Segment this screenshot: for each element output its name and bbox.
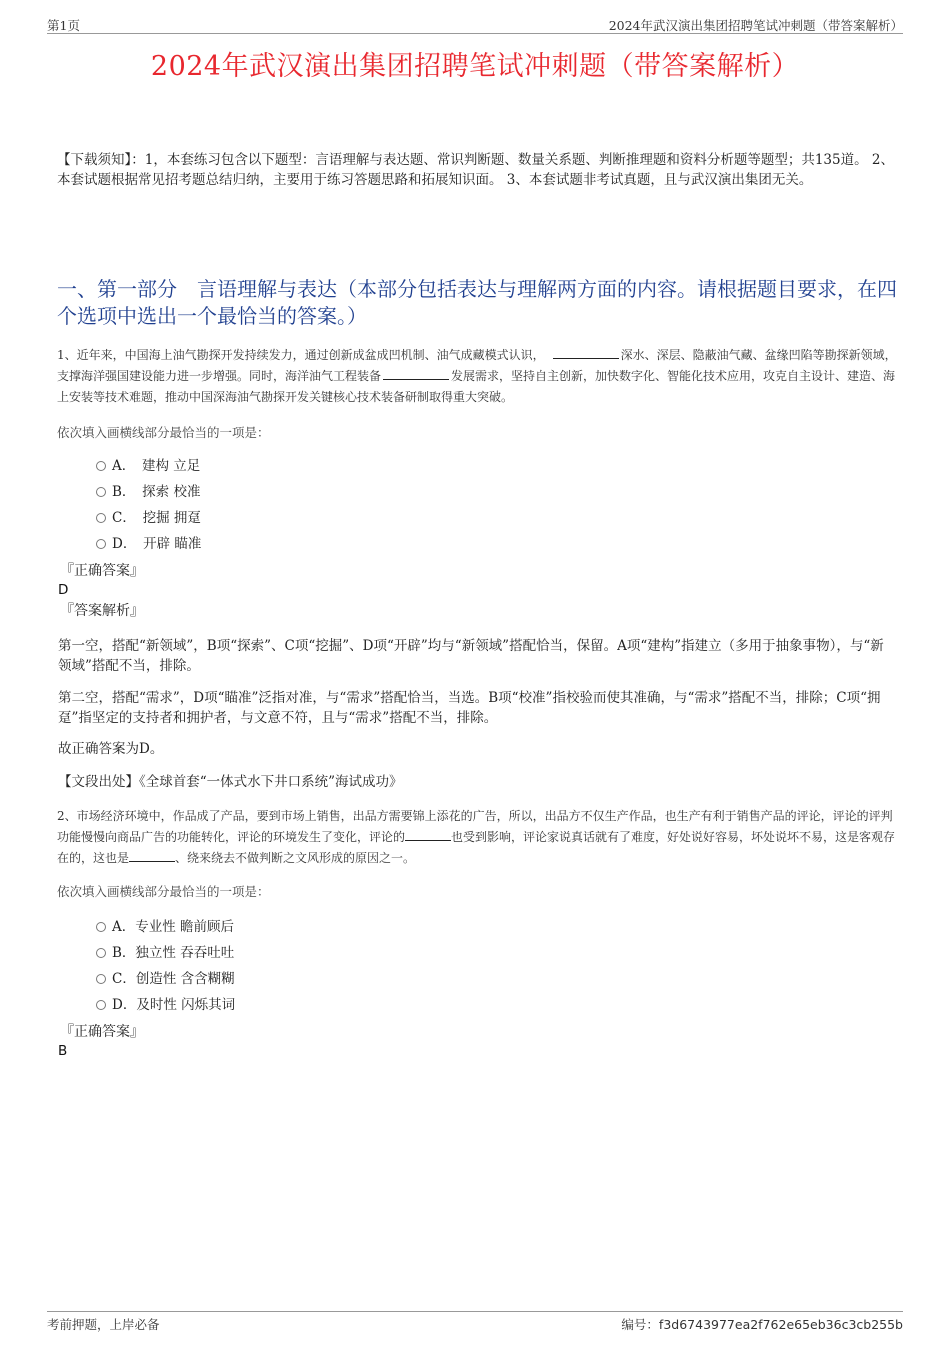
q2-option-b[interactable]	[96, 943, 234, 963]
radio-button[interactable]	[96, 922, 106, 932]
option-label: C．创造性 含含糊糊	[112, 971, 235, 987]
radio-button[interactable]	[96, 1000, 106, 1010]
q1-correct-answer-label: 『正确答案』	[60, 563, 144, 579]
q1-answer: D	[58, 582, 69, 598]
footer-slogan: 考前押题，上岸必备	[47, 1317, 160, 1332]
question-2-part-b: 也受到影响，评论家说真话就有了难度，好处说好容易，坏处说坏不易，这是客观存在的，这也是	[57, 830, 896, 865]
radio-button[interactable]	[96, 539, 106, 549]
option-label: B．独立性 吞吞吐吐	[112, 945, 235, 961]
blank-1	[553, 345, 619, 359]
q2-correct-answer-label: 『正确答案』	[60, 1024, 144, 1040]
blank-1	[405, 827, 451, 841]
question-1-part-b: 深水、深层、隐蔽油气藏、盆缘凹陷等勘探新领域，支撑海洋强国建设能力进一步增强。同时，海洋油气工程装备	[57, 348, 897, 383]
section-heading: 一、第一部分 言语理解与表达（本部分包括表达与理解两方面的内容。请根据题目要求，在四个选项中选出一个最恰当的答案。）	[57, 277, 897, 328]
question-1-part-c: 发展需求，坚持自主创新，加快数字化、智能化技术应用，攻克自主设计、建造、海上安装等技术难题，推动中国深海油气勘探开发关键核心技术装备研制取得重大突破。	[57, 369, 896, 404]
question-2-part-c: 、绕来绕去不做判断之文风形成的原因之一。	[175, 851, 416, 865]
q1-option-d[interactable]	[96, 534, 201, 554]
download-notice: 【下载须知】：1，本套练习包含以下题型：言语理解与表达题、常识判断题、数量关系题、判断推理题和资料分析题等题型；共135道。 2、本套试题根据常见招考题总结归纳，主要用于练习答题思路和拓展知识面。 3、本套试题非考试真题，且与武汉演出集团无关。	[57, 152, 894, 188]
page-header	[47, 14, 903, 34]
option-label: B． 探索 校准	[112, 484, 201, 500]
q1-option-a[interactable]	[96, 456, 200, 476]
q2-option-a[interactable]	[96, 917, 234, 937]
q1-option-c[interactable]	[96, 508, 201, 528]
question-1-part-a: 1、近年来，中国海上油气勘探开发持续发力，通过创新成盆成凹机制、油气成藏模式认识，	[57, 348, 545, 362]
q1-option-b[interactable]	[96, 482, 200, 502]
question-1-text	[57, 345, 897, 408]
radio-button[interactable]	[96, 974, 106, 984]
radio-button[interactable]	[96, 513, 106, 523]
q1-analysis-paragraph-2: 第二空，搭配“需求”，D项“瞄准”泛指对准，与“需求”搭配恰当，当选。B项“校准”指校验而使其准确，与“需求”搭配不当，排除；C项“拥趸”指坚定的支持者和拥护者，与文意不符，且与“需求”搭配不当，排除。	[58, 690, 881, 726]
q1-analysis-paragraph-1: 第一空，搭配“新领域”，B项“探索”、C项“挖掘”、D项“开辟”均与“新领域”搭配恰当，保留。A项“建构”指建立（多用于抽象事物），与“新领域”搭配不当，排除。	[58, 638, 884, 674]
option-label: A． 建构 立足	[112, 458, 201, 474]
radio-button[interactable]	[96, 487, 106, 497]
q2-option-d[interactable]	[96, 995, 235, 1015]
footer-code	[621, 1315, 903, 1333]
q1-conclusion: 故正确答案为D。	[58, 741, 164, 757]
option-label: A．专业性 瞻前顾后	[112, 919, 235, 935]
q1-source: 【文段出处】《全球首套“一体式水下井口系统”海试成功》	[58, 774, 403, 790]
option-label: D．及时性 闪烁其词	[112, 997, 236, 1013]
q2-answer: B	[58, 1043, 68, 1059]
question-2-part-a: 2、市场经济环境中，作品成了产品，要到市场上销售，出品方需要锦上添花的广告，所以，出品方不仅生产作品，也生产有利于销售产品的评论，评论的评判功能慢慢向商品广告的功能转化，评论的环境发生了变化，评论的	[57, 809, 893, 844]
question-2-text	[57, 806, 897, 869]
blank-2	[383, 366, 449, 380]
option-label: D． 开辟 瞄准	[112, 536, 202, 552]
question-1-prompt: 依次填入画横线部分最恰当的一项是：	[57, 425, 270, 440]
page-number: 第1页	[47, 18, 80, 33]
q1-analysis-label: 『答案解析』	[60, 603, 144, 619]
option-label: C． 挖掘 拥趸	[112, 510, 201, 526]
blank-2	[129, 848, 175, 862]
document-title: 2024年武汉演出集团招聘笔试冲刺题（带答案解析）	[150, 51, 800, 82]
page-footer	[47, 1311, 903, 1335]
footer-code-value: f3d6743977ea2f762e65eb36c3cb255b	[658, 1317, 903, 1332]
question-2-prompt: 依次填入画横线部分最恰当的一项是：	[57, 884, 270, 899]
footer-code-label: 编号：	[621, 1317, 659, 1332]
radio-button[interactable]	[96, 948, 106, 958]
header-doc-title: 2024年武汉演出集团招聘笔试冲刺题（带答案解析）	[608, 18, 903, 33]
q2-option-c[interactable]	[96, 969, 235, 989]
radio-button[interactable]	[96, 461, 106, 471]
